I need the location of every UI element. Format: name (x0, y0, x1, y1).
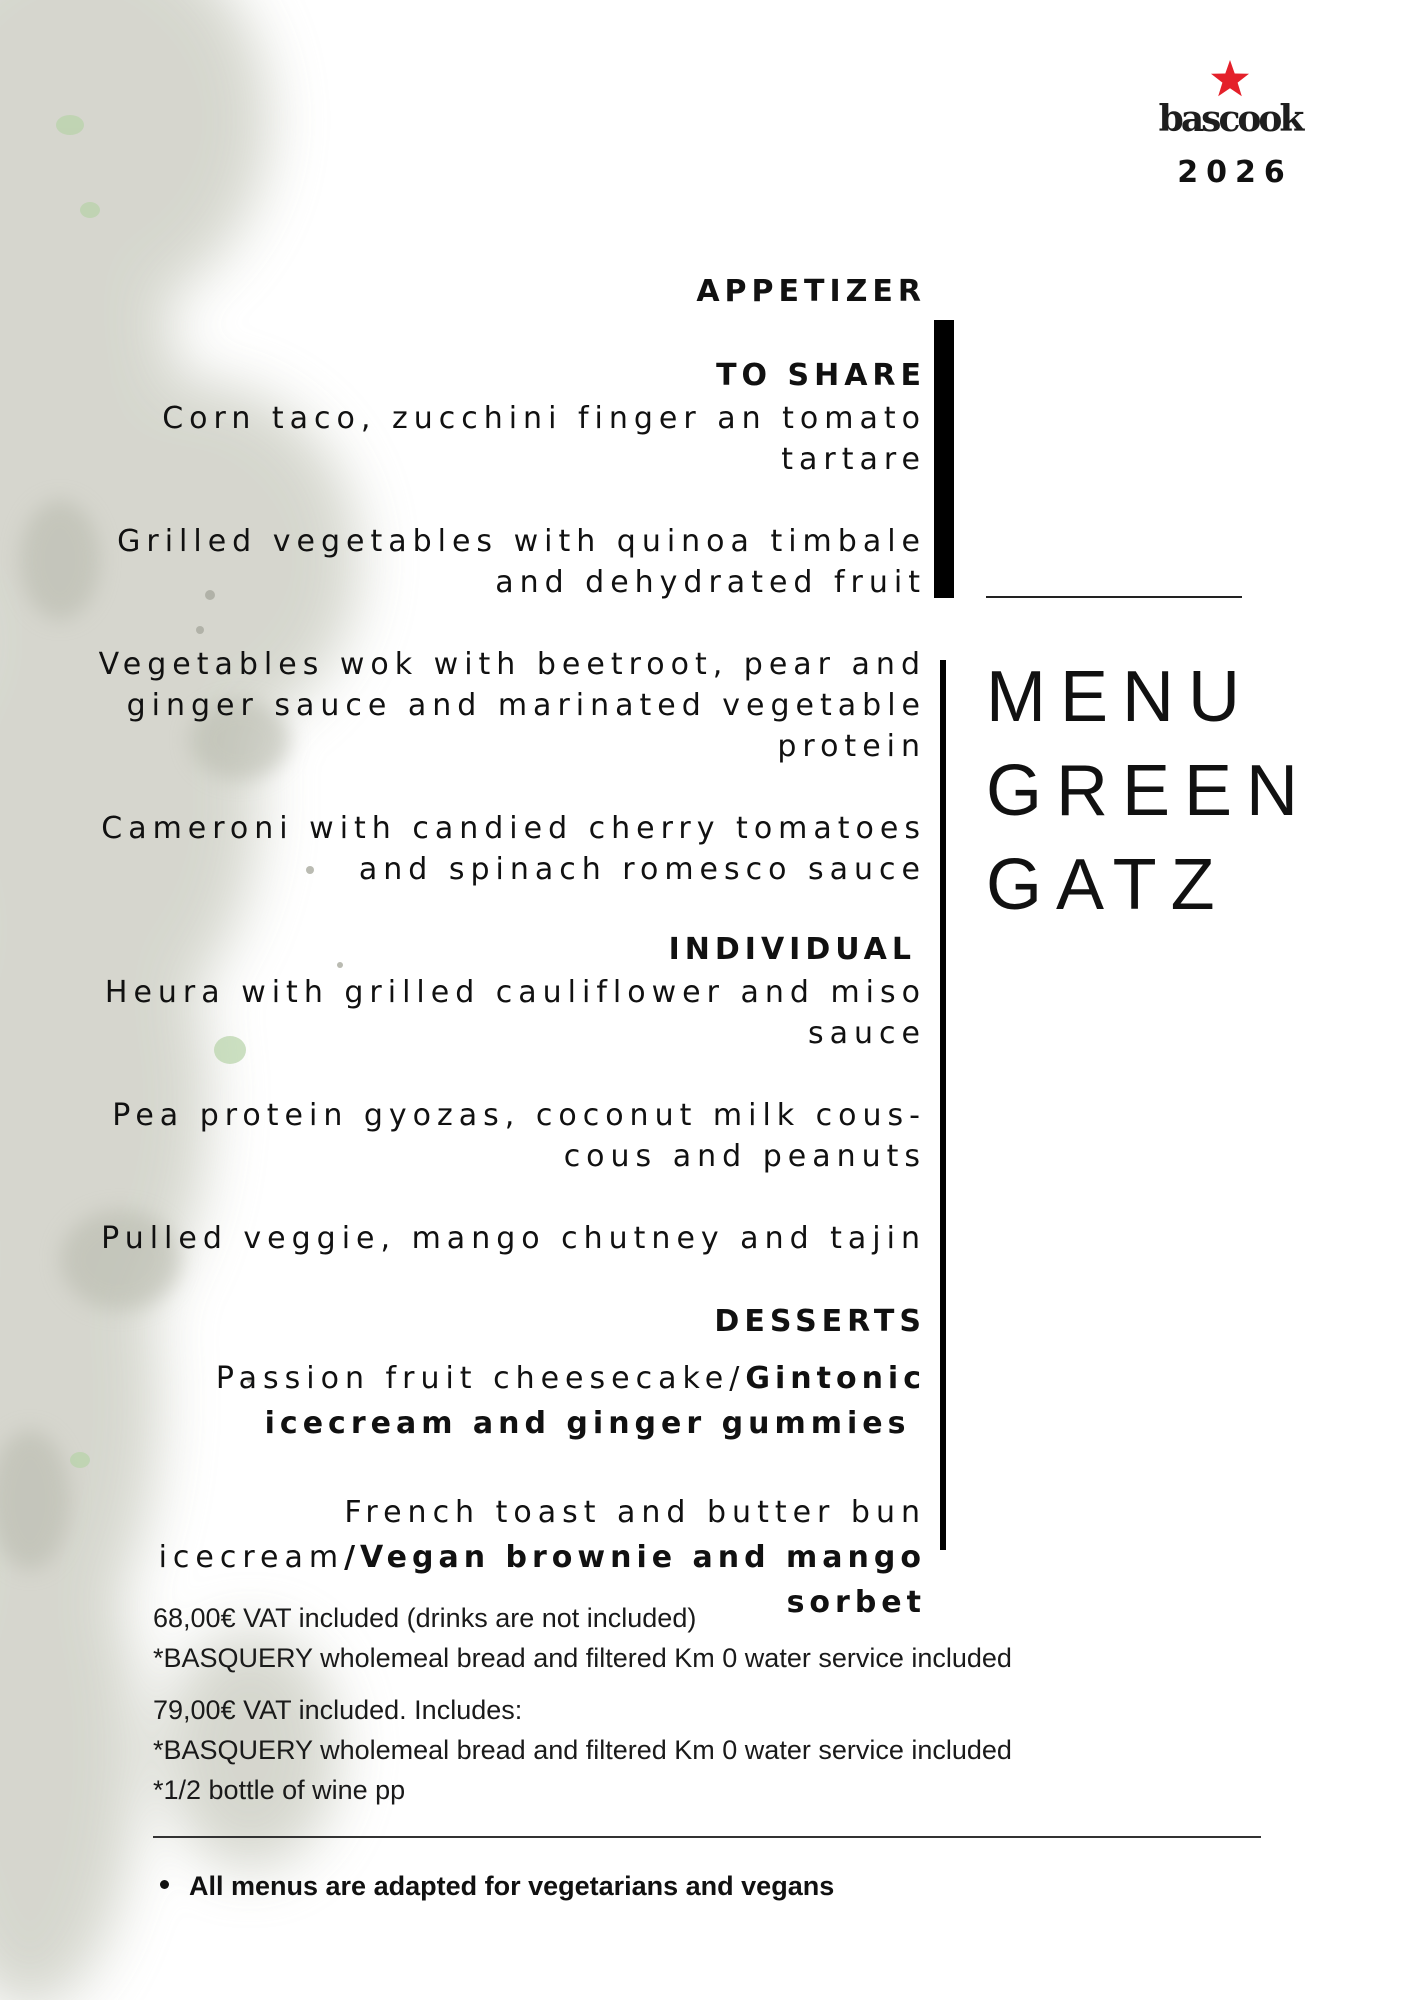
section-heading: INDIVIDUAL (668, 932, 916, 967)
dish-line: Vegetables wok with beetroot, pear and (98, 647, 926, 682)
title-divider (986, 596, 1242, 598)
dish-line: tartare (781, 442, 926, 477)
desserts-heading (90, 1302, 926, 1342)
dessert-item (90, 1356, 926, 1446)
dish-line: cous and peanuts (563, 1139, 926, 1174)
dessert-text-bold: /Vegan brownie and mango (344, 1540, 926, 1575)
dish-line: Pea protein gyozas, coconut milk cous- (112, 1098, 926, 1133)
dish-item (90, 808, 926, 890)
section-heading: APPETIZER (696, 274, 926, 309)
dish-line: ginger sauce and marinated vegetable (126, 688, 926, 723)
dish-item (90, 398, 926, 480)
section-heading: DESSERTS (714, 1304, 926, 1339)
dessert-line (90, 1401, 926, 1446)
price-line: *1/2 bottle of wine pp (153, 1775, 406, 1805)
bullet-icon (160, 1880, 169, 1889)
menu-year: 2026 (1177, 155, 1293, 190)
bascook-logo (1130, 60, 1330, 150)
menu-title-line: GREEN (986, 751, 1313, 831)
price-line: 79,00€ VAT included. Includes: (153, 1695, 523, 1725)
dietary-note-text: All menus are adapted for vegetarians and vegans (189, 1871, 835, 1901)
dish-line: Pulled veggie, mango chutney and tajin (101, 1221, 926, 1256)
dessert-text-bold: Gintonic (745, 1361, 926, 1396)
dish-line: Heura with grilled cauliflower and miso (104, 975, 926, 1010)
logo-text: bascook (1158, 98, 1302, 140)
section-heading: TO SHARE (716, 358, 926, 393)
dessert-line (90, 1535, 926, 1580)
appetizer-heading (90, 272, 926, 312)
dessert-text-bold: icecream and ginger gummies (264, 1406, 911, 1441)
dessert-line (90, 1356, 926, 1401)
vertical-bar-thin (940, 660, 946, 1550)
dessert-text: icecream (158, 1540, 345, 1575)
menu-title (986, 650, 1313, 932)
dish-line: Corn taco, zucchini finger an tomato (162, 401, 926, 436)
dish-item (90, 521, 926, 603)
price-line: *BASQUERY wholemeal bread and filtered Km 0 water service included (153, 1643, 1012, 1673)
star-icon (1210, 60, 1250, 98)
menu-title-line: MENU (986, 657, 1254, 737)
dietary-note (160, 1868, 1160, 1904)
dessert-line (90, 1490, 926, 1535)
pricing-block (153, 1598, 1153, 1810)
individual-heading (90, 930, 916, 970)
dish-item (90, 1218, 926, 1259)
dish-line: Grilled vegetables with quinoa timbale (117, 524, 926, 559)
dish-line: and dehydrated fruit (495, 565, 926, 600)
dish-item (90, 1095, 926, 1177)
dish-item (90, 644, 926, 767)
footer-divider (153, 1836, 1261, 1838)
dish-line: Cameroni with candied cherry tomatoes (101, 811, 926, 846)
dish-line: protein (777, 729, 926, 764)
dish-line: sauce (808, 1016, 926, 1051)
to-share-block (90, 356, 926, 396)
dessert-text: Passion fruit cheesecake/ (215, 1361, 746, 1396)
price-line: *BASQUERY wholemeal bread and filtered Km 0 water service included (153, 1735, 1012, 1765)
vertical-bar-thick (934, 320, 954, 598)
dessert-text: French toast and butter bun (344, 1495, 926, 1530)
dessert-text-bold: sorbet (786, 1585, 926, 1620)
dish-item (90, 972, 926, 1054)
price-line: 68,00€ VAT included (drinks are not included) (153, 1603, 697, 1633)
menu-title-line: GATZ (986, 845, 1229, 925)
dish-line: and spinach romesco sauce (358, 852, 926, 887)
